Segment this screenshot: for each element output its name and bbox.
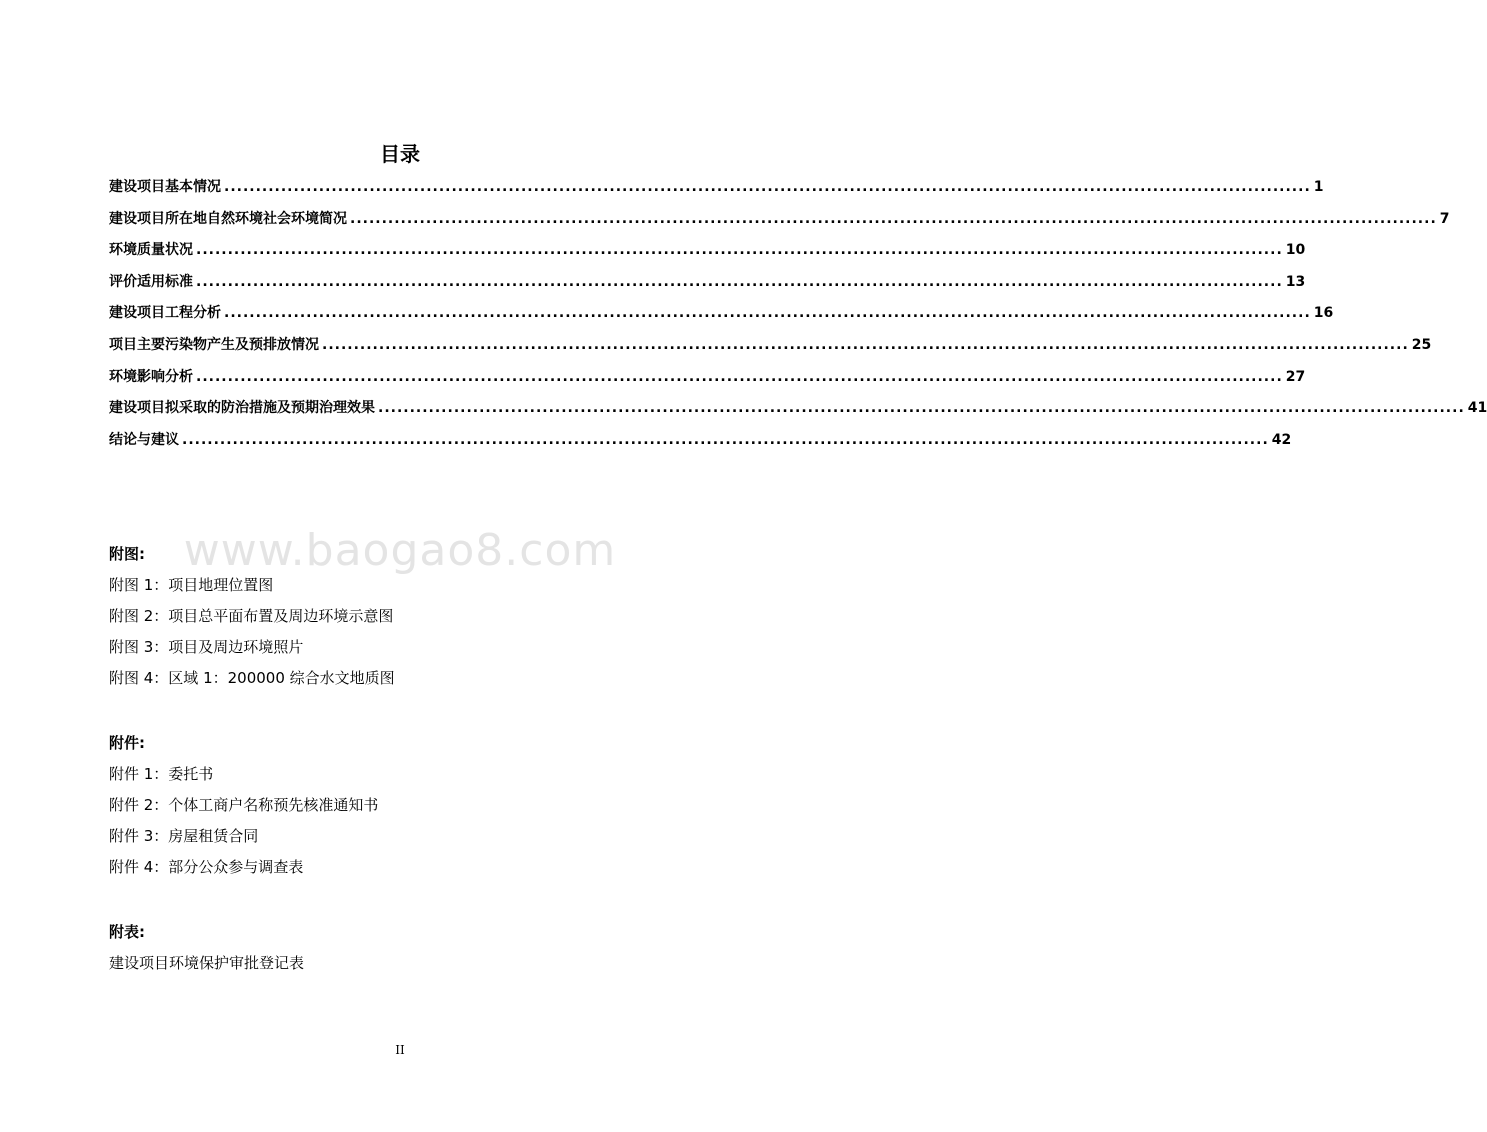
toc-leader-dots: ............................................................................................................................................................................ [182,431,1269,448]
toc-entry[interactable] [109,208,1450,240]
tables-section [109,917,304,979]
page-title: 目录 [380,142,420,166]
toc-entry-page: 41 [1467,400,1487,417]
tables-heading: 附表: [109,923,145,941]
toc-entry-page: 42 [1271,431,1292,448]
toc-entry[interactable] [109,239,1306,271]
toc-entry[interactable] [109,302,1334,334]
toc-entry-label: 结论与建议 [109,431,179,448]
figure-item: 附图 2：项目总平面布置及周边环境示意图 [109,607,394,625]
toc-entry[interactable] [109,397,1487,429]
toc-leader-dots: ............................................................................................................................................................................ [224,305,1311,322]
table-item: 建设项目环境保护审批登记表 [109,954,305,972]
toc-entry-label: 环境质量状况 [109,242,193,259]
attachments-heading: 附件: [109,734,145,752]
table-of-contents [109,176,1487,460]
watermark: www.baogao8.com [183,525,617,576]
toc-entry-page: 27 [1285,368,1306,385]
toc-entry[interactable] [109,366,1306,398]
attachment-item: 附件 1：委托书 [109,765,214,783]
figures-section [109,539,395,694]
toc-entry-page: 16 [1313,305,1334,322]
toc-leader-dots: ............................................................................................................................................................................ [196,273,1283,290]
attachment-item: 附件 4：部分公众参与调查表 [109,858,304,876]
attachment-item: 附件 3：房屋租赁合同 [109,827,259,845]
toc-entry-page: 25 [1411,336,1432,353]
toc-entry-page: 1 [1313,179,1324,195]
toc-entry-label: 建设项目所在地自然环境社会环境简况 [109,210,347,227]
figure-item: 附图 3：项目及周边环境照片 [109,638,304,656]
toc-entry-label: 环境影响分析 [109,368,193,385]
toc-leader-dots: ............................................................................................................................................................................ [350,210,1437,227]
toc-entry-page: 10 [1285,242,1306,259]
toc-leader-dots: ............................................................................................................................................................................ [196,368,1283,385]
attachment-item: 附件 2：个体工商户名称预先核准通知书 [109,796,379,814]
toc-leader-dots: ............................................................................................................................................................................ [196,242,1283,259]
toc-leader-dots: ............................................................................................................................................................................ [378,400,1465,417]
page-number: II [395,1043,405,1057]
toc-leader-dots: ............................................................................................................................................................................ [224,179,1311,195]
toc-entry-label: 建设项目拟采取的防治措施及预期治理效果 [109,400,375,417]
figures-heading: 附图: [109,545,145,563]
toc-entry[interactable] [109,176,1324,208]
toc-entry-label: 建设项目工程分析 [109,305,221,322]
toc-entry-label: 项目主要污染物产生及预排放情况 [109,336,319,353]
toc-entry[interactable] [109,334,1432,366]
toc-entry-page: 7 [1439,210,1450,227]
toc-leader-dots: ............................................................................................................................................................................ [322,336,1409,353]
toc-entry[interactable] [109,271,1306,303]
toc-entry[interactable] [109,429,1292,461]
attachments-section [109,728,378,883]
toc-entry-page: 13 [1285,273,1306,290]
figure-item: 附图 4：区域 1：200000 综合水文地质图 [109,669,395,687]
toc-entry-label: 建设项目基本情况 [109,179,221,195]
toc-entry-label: 评价适用标准 [109,273,193,290]
figure-item: 附图 1：项目地理位置图 [109,576,274,594]
